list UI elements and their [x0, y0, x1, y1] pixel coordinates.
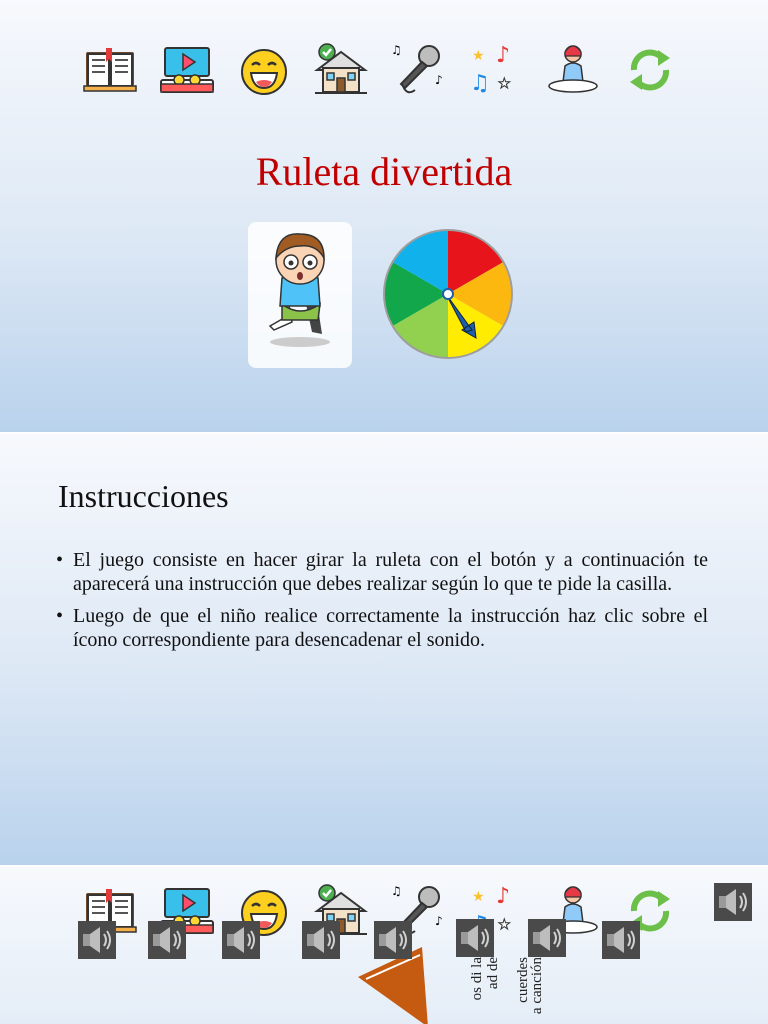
slide-title: Ruleta divertida	[255, 149, 513, 194]
instructions-list	[56, 548, 708, 660]
laughing-face-icon[interactable]	[234, 40, 294, 100]
text-fragment: os di la	[469, 957, 485, 1001]
text-fragment: a canción	[529, 957, 545, 1015]
list-item	[56, 548, 708, 596]
wheel-hub	[443, 289, 453, 299]
slide-1	[0, 0, 768, 432]
svg-text:★: ★	[497, 917, 511, 933]
microphone-icon[interactable]	[389, 40, 449, 100]
svg-text:♫: ♫	[390, 43, 402, 57]
boy-character-image	[248, 222, 352, 368]
speaker-icon[interactable]	[602, 921, 640, 959]
house-icon[interactable]	[311, 40, 371, 100]
book-icon[interactable]	[80, 40, 140, 100]
speaker-icon[interactable]	[78, 921, 116, 959]
bullet-text: Luego de que el niño realice correctamente la instrucción haz clic sobre el ícono correspondiente para desencadenar el sonido.	[73, 605, 708, 651]
svg-text:♪: ♪	[434, 914, 443, 928]
bullet-text: El juego consiste en hacer girar la ruleta con el botón y a continuación te aparecerá una instrucción que debes realizar según lo que te pide la casilla.	[73, 549, 708, 595]
svg-text:★: ★	[497, 76, 511, 92]
slide-2	[0, 434, 768, 865]
text-fragment: ad de	[485, 957, 501, 990]
speaker-icon[interactable]	[714, 883, 752, 921]
refresh-arrows-icon[interactable]	[620, 40, 680, 100]
video-icon[interactable]	[157, 40, 217, 100]
svg-text:★: ★	[471, 889, 485, 905]
bullet-symbol: •	[56, 605, 64, 627]
svg-text:★: ★	[471, 48, 485, 64]
bullet-symbol: •	[56, 549, 64, 571]
instructions-heading: Instrucciones	[58, 478, 229, 514]
top-icon-row	[80, 40, 680, 100]
speaker-icon[interactable]	[302, 921, 340, 959]
svg-text:♪: ♪	[495, 43, 510, 68]
list-item	[56, 604, 708, 652]
speaker-icon[interactable]	[222, 921, 260, 959]
svg-text:♪: ♪	[495, 884, 510, 909]
speaker-icon[interactable]	[148, 921, 186, 959]
svg-text:♪: ♪	[434, 73, 443, 87]
roulette-wheel[interactable]	[380, 226, 516, 362]
slide-3	[0, 867, 768, 1024]
music-notes-icon[interactable]	[466, 40, 526, 100]
meditation-icon[interactable]	[543, 40, 603, 100]
svg-text:♫: ♫	[469, 71, 490, 96]
speaker-icon[interactable]	[374, 921, 412, 959]
svg-text:♫: ♫	[390, 884, 402, 898]
speaker-icon[interactable]	[456, 919, 494, 957]
speaker-icon[interactable]	[528, 919, 566, 957]
text-fragment: cuerdes	[515, 957, 531, 1003]
